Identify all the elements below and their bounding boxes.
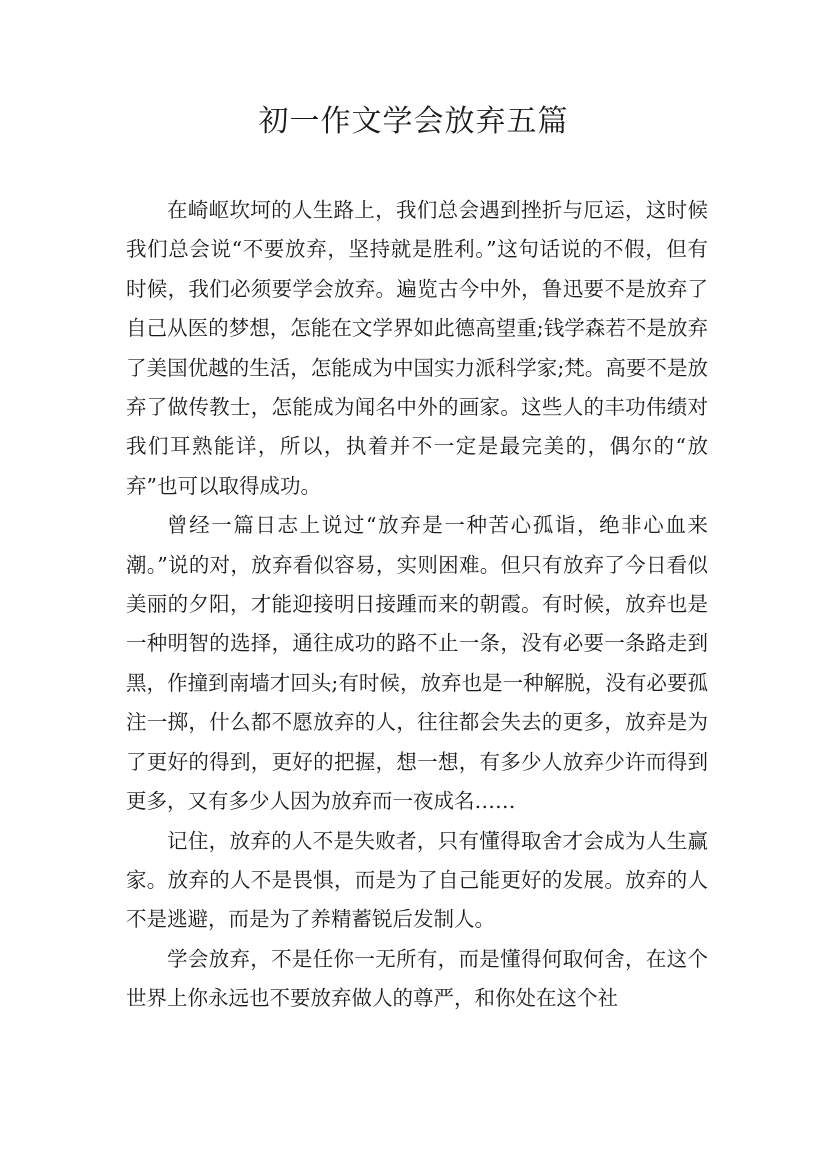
- paragraph: 在崎岖坎坷的人生路上，我们总会遇到挫折与厄运，这时候我们总会说“不要放弃，坚持就是胜利。”这句话说的不假，但有时候，我们必须要学会放弃。遍览古今中外，鲁迅要不是放弃了自己从医的梦想，怎能在文学界如此德高望重;钱学森若不是放弃了美国优越的生活，怎能成为中国实力派科学家;梵。高要不是放弃了做传教士，怎能成为闻名中外的画家。这些人的丰功伟绩对我们耳熟能详，所以，执着并不一定是最完美的，偶尔的“放弃”也可以取得成功。: [126, 198, 708, 498]
- paragraph: 曾经一篇日志上说过“放弃是一种苦心孤诣，绝非心血来潮。”说的对，放弃看似容易，实则困难。但只有放弃了今日看似美丽的夕阳，才能迎接明日接踵而来的朝霞。有时候，放弃也是一种明智的选择，通往成功的路不止一条，没有必要一条路走到黑，作撞到南墙才回头;有时候，放弃也是一种解脱，没有必要孤注一掷，什么都不愿放弃的人，往往都会失去的更多，放弃是为了更好的得到，更好的把握，想一想，有多少人放弃少许而得到更多，又有多少人因为放弃而一夜成名……: [126, 513, 708, 814]
- paragraph: 学会放弃，不是任你一无所有，而是懂得何取何舍，在这个世界上你永远也不要放弃做人的尊严，和你处在这个社: [126, 946, 708, 1011]
- document-body: [126, 191, 708, 1019]
- paragraph: 记住，放弃的人不是失败者，只有懂得取舍才会成为人生赢家。放弃的人不是畏惧，而是为了自己能更好的发展。放弃的人不是逃避，而是为了养精蓄锐后发制人。: [126, 828, 708, 932]
- document-title: 初一作文学会放弃五篇: [258, 104, 569, 139]
